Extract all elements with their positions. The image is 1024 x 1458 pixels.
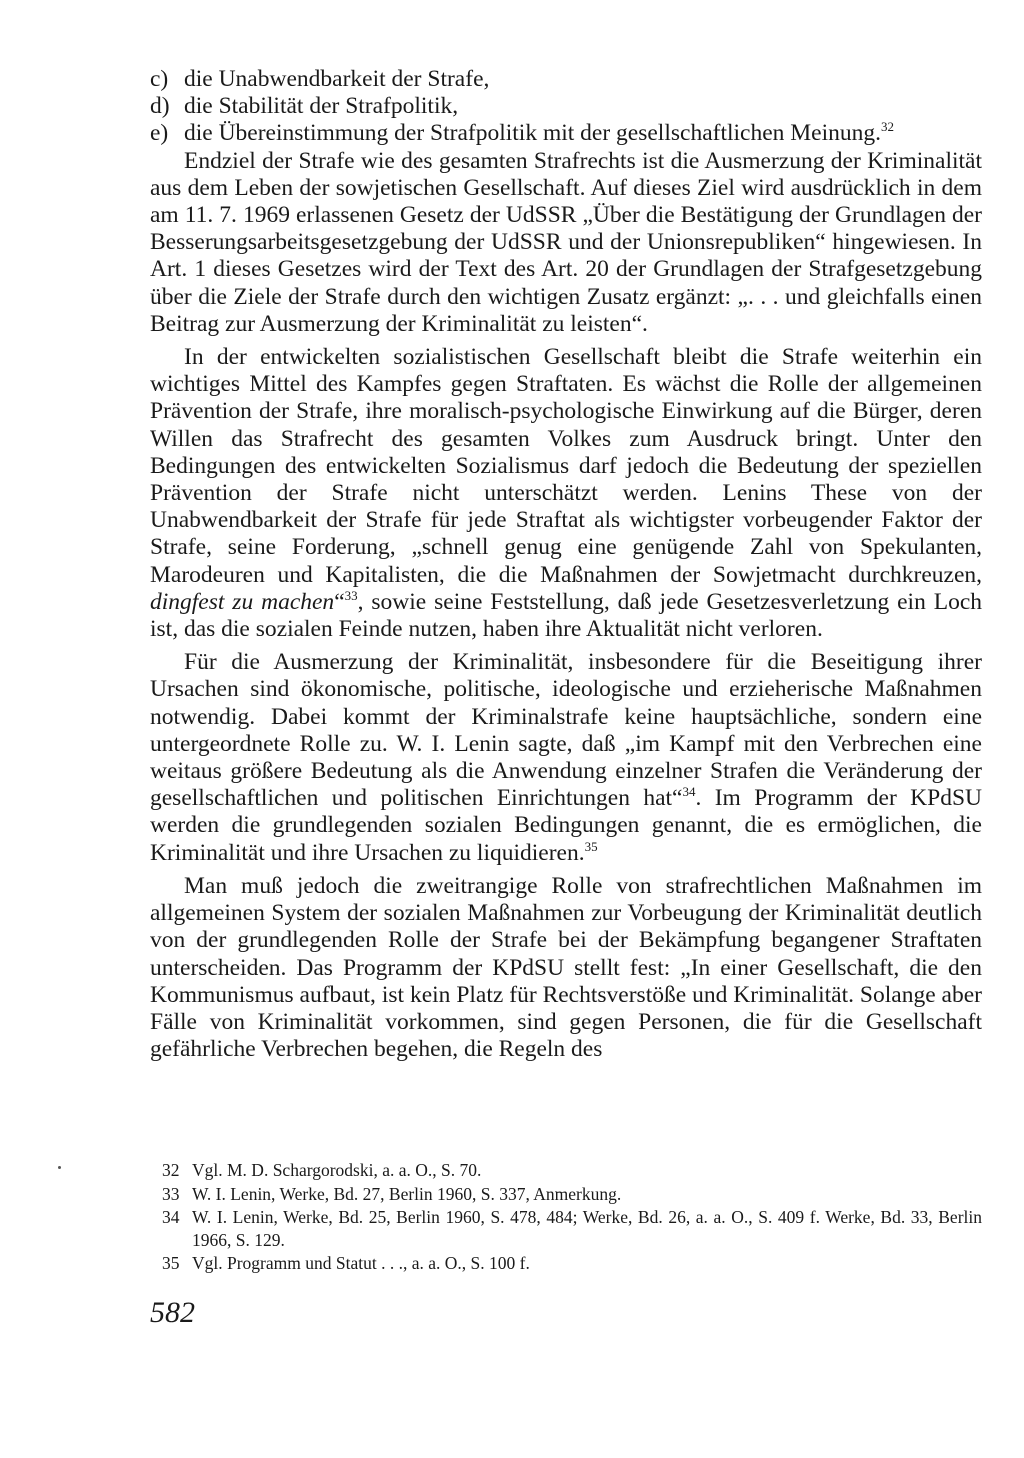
footnote-number: 35 <box>162 1253 180 1273</box>
scan-speck <box>58 1166 61 1169</box>
list-marker: d) <box>150 93 170 120</box>
paragraph-text: , sowie seine Feststellung, daß jede Gesetzesverletzung ein Loch ist, das die sozialen Feinde nutzen, haben ihre Aktualität nicht verloren. <box>150 588 983 643</box>
paragraph-text: In der entwickelten sozialistischen Gesellschaft bleibt die Strafe weiterhin ein wichtiges Mittel des Kampfes gegen Straftaten. Es wächst die Rolle der allgemeinen Prävention der Strafe, ihre moralisch-psychologische Einwirkung auf die Bürger, deren Willen das Strafrecht des gesamten Volkes zum Ausdruck bringt. Unter den Bedingungen des entwickelten Sozialismus darf jedoch die Bedeutung der speziellen Prävention der Strafe nicht unterschätzt werden. Lenins These von der Unabwendbarkeit der Strafe für jede Straftat als wichtigster vorbeugender Faktor der Strafe, seine Forderung, „schnell genug eine genügende Zahl von Spekulanten, Marodeuren und Kapitalisten, die die Maßnahmen der Sowjetmacht durchkreuzen, <box>150 344 982 588</box>
paragraph-text: Endziel der Strafe wie des gesamten Strafrechts ist die Ausmerzung der Kriminalität aus dem Leben der sowjetischen Gesellschaft. Auf dieses Ziel wird ausdrücklich in dem am 11. 7. 1969 erlassenen Gesetz der UdSSR „Über die Bestätigung der Grundlagen der Besserungsarbeitsgesetzgebung der UdSSR und der Unionsrepubliken“ hingewiesen. In Art. 1 dieses Gesetzes wird der Text des Art. 20 der Grundlagen der Strafgesetzgebung über die Ziele der Strafe durch den wichtigen Zusatz ergänzt: „. . . und gleichfalls einen Beitrag zur Ausmerzung der Kriminalität zu leisten“. <box>150 147 982 337</box>
footnote <box>150 1159 982 1182</box>
footnote-ref[interactable]: 34 <box>682 784 696 800</box>
footnote-text: W. I. Lenin, Werke, Bd. 27, Berlin 1960, S. 337, Anmerkung. <box>192 1183 622 1204</box>
footnotes <box>150 1159 982 1276</box>
list-marker: e) <box>150 120 169 147</box>
paragraph <box>150 649 982 867</box>
paragraph-text: Für die Ausmerzung der Kriminalität, insbesondere für die Beseitigung ihrer Ursachen sind ökonomische, politische, ideologische und erzieherische Maßnahmen notwendig. Dabei kommt der Kriminalstrafe keine hauptsächliche, sondern eine untergeordnete Rolle zu. W. I. Lenin sagte, daß „im Kampf mit den Verbrechen eine weitaus größere Bedeutung als die Anwendung einzelner Strafen die Veränderung der gesellschaftlichen und politischen Einrichtungen hat“ <box>150 649 982 812</box>
footnote-text: Vgl. M. D. Schargorodski, a. a. O., S. 70. <box>192 1160 482 1180</box>
paragraph <box>150 873 982 1063</box>
paragraph <box>150 344 982 643</box>
list-item <box>150 120 982 147</box>
list-marker: c) <box>150 66 169 92</box>
footnote-text: W. I. Lenin, Werke, Bd. 25, Berlin 1960, S. 478, 484; Werke, Bd. 26, a. a. O., S. 409 f. Werke, Bd. 33, Berlin 1966, S. 129. <box>192 1207 982 1250</box>
list-item-text: die Übereinstimmung der Strafpolitik mit der gesellschaftlichen Meinung. <box>184 120 882 147</box>
footnote-number: 34 <box>162 1207 180 1227</box>
list-item <box>150 66 982 93</box>
page-number: 582 <box>150 1296 195 1329</box>
list-item <box>150 93 982 120</box>
paragraph-text: . Im Programm der KPdSU werden die grundlegenden sozialen Bedingungen genannt, die es ermöglichen, die Kriminalität und ihre Ursachen zu liquidieren. <box>150 785 982 866</box>
emphasized-text: dingfest zu machen <box>150 588 335 615</box>
list-item-text: die Stabilität der Strafpolitik, <box>184 93 459 120</box>
footnote <box>150 1206 982 1251</box>
list-item-text: die Unabwendbarkeit der Strafe, <box>184 66 490 92</box>
footnote <box>150 1183 982 1206</box>
footnote-text: Vgl. Programm und Statut . . ., a. a. O., S. 100 f. <box>192 1253 530 1273</box>
footnote-ref[interactable]: 35 <box>584 838 598 854</box>
paragraph <box>150 148 982 338</box>
footnote-number: 32 <box>162 1160 180 1180</box>
footnote-number: 33 <box>162 1183 180 1204</box>
footnote-ref[interactable]: 32 <box>881 119 895 135</box>
closing-quote: “ <box>334 588 345 615</box>
paragraph-text: Man muß jedoch die zweitrangige Rolle von strafrechtlichen Maßnahmen im allgemeinen System der sozialen Maßnahmen zur Vorbeugung der Kriminalität deutlich von der grundlegenden Rolle der Strafe bei der Bekämpfung begangener Straftaten unterscheiden. Das Programm der KPdSU stellt fest: „In einer Gesellschaft, die den Kommunismus aufbaut, ist kein Platz für Rechtsverstöße und Kriminalität. Solange aber Fälle von Kriminalität vorkommen, sind gegen Personen, die für die Gesellschaft gefährliche Verbrechen begehen, die Regeln des <box>150 872 982 1063</box>
footnote <box>150 1252 982 1275</box>
page-body <box>150 66 982 1063</box>
footnote-ref[interactable]: 33 <box>344 588 358 604</box>
